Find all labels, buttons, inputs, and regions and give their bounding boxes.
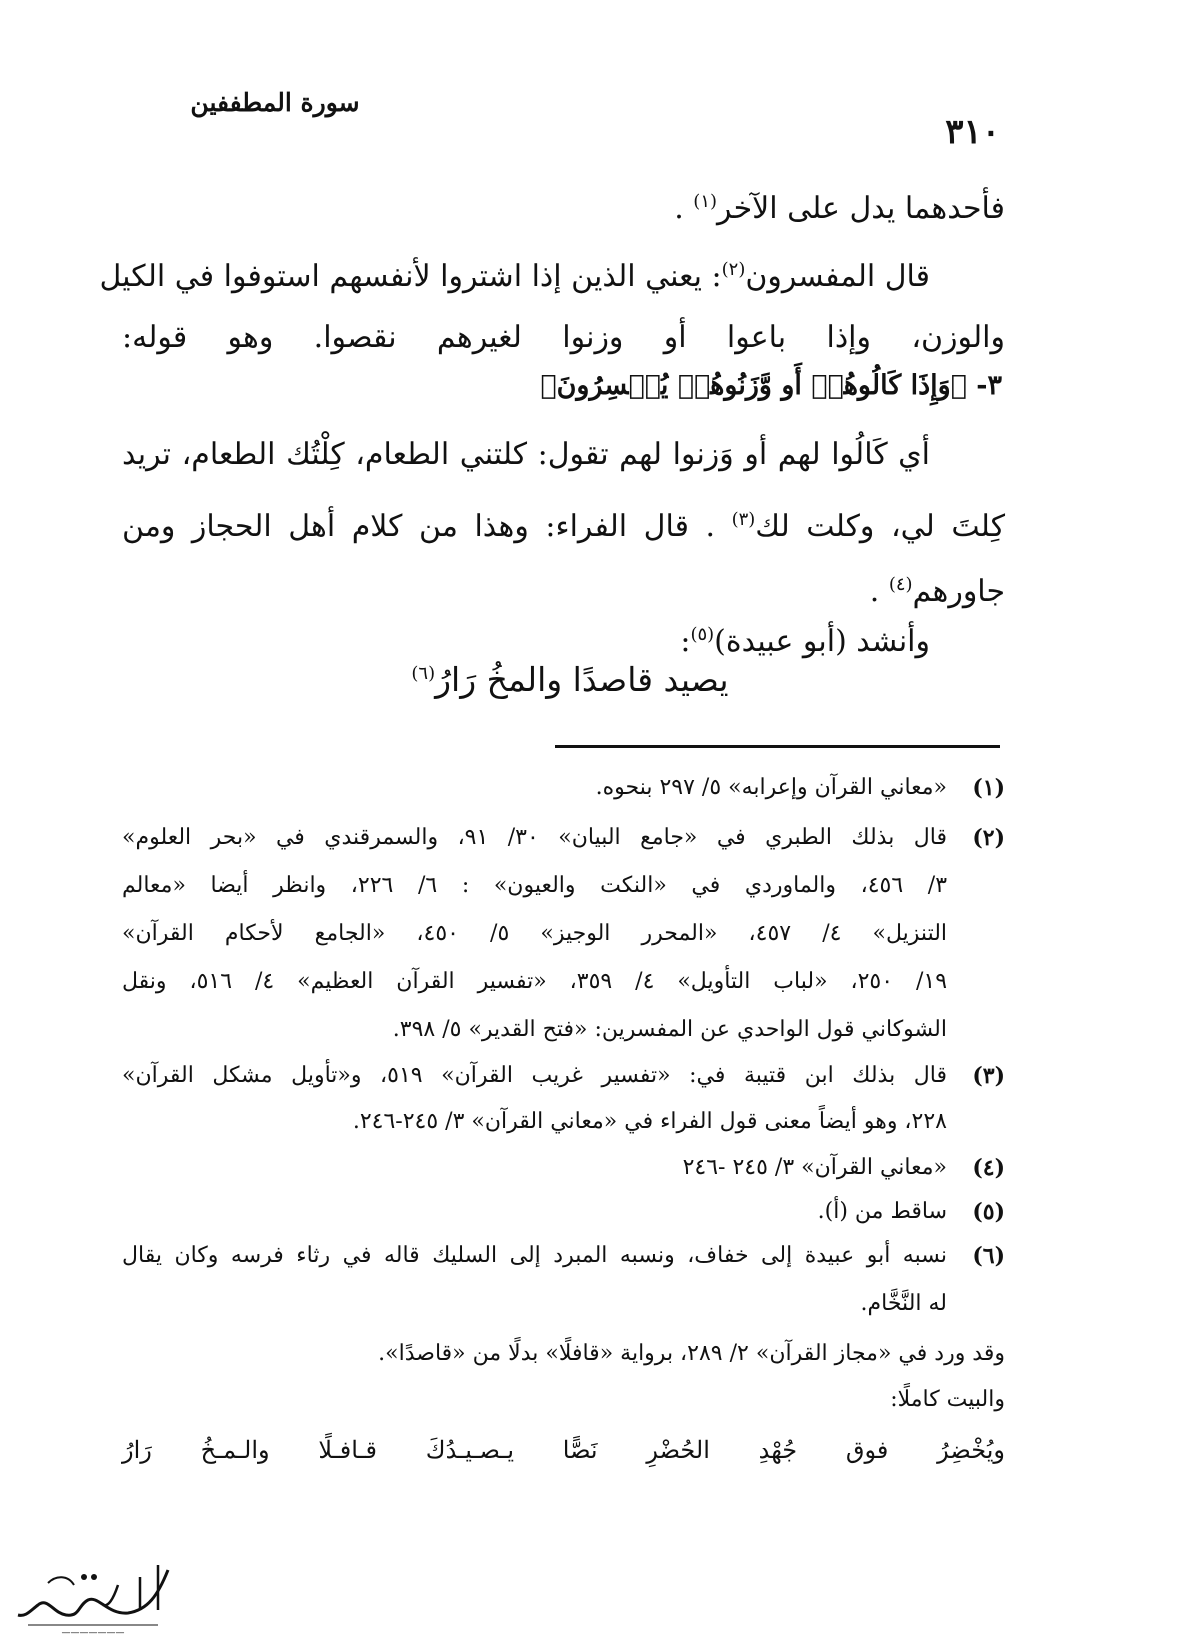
body-line-2 [99, 240, 930, 307]
footnote-number: (١) [972, 775, 1005, 801]
body-text: . قال الفراء: وهذا من كلام أهل الحجاز ومن [122, 509, 732, 544]
footnote-number: (٤) [972, 1155, 1005, 1181]
body-line-3: والوزن، وإذا باعوا أو وزنوا لغيرهم نقصوا. وهو قوله: [122, 320, 1005, 355]
body-text: فأحدهما يدل على الآخر [717, 191, 1005, 226]
footnote-2-line-4: ١٩/ ٢٥٠، «لباب التأويل» ٤/ ٣٥٩، «تفسير القرآن العظيم» ٤/ ٥١٦، ونقل [122, 969, 948, 994]
body-text: قال المفسرون [745, 259, 930, 294]
body-line-4: أي كَالُوا لهم أو وَزنوا لهم تقول: كلتني الطعام، كِلْتُك الطعام، تريد [122, 437, 930, 472]
footnote-4 [0, 1148, 1185, 1188]
body-text: : يعني الذين إذا اشتروا لأنفسهم استوفوا في الكيل [99, 259, 722, 294]
body-text: جاورهم [912, 574, 1005, 609]
surah-title: سورة المطففين [190, 88, 360, 117]
footnote-ref: (٣) [731, 509, 756, 530]
footnote-2-line-5: الشوكاني قول الواحدي عن المفسرين: «فتح القدير» ٥/ ٣٩٨. [392, 1017, 947, 1042]
body-text: وأنشد (أبو عبيدة) [714, 624, 930, 659]
footnote-number: (٦) [972, 1243, 1005, 1269]
footnote-6-verse: ويُخْضِرُ فوق جُهْدِ الحُضْرِ نَصًّا يـصـيـدُكَ قـافـلًا والـمـخُ رَارُ [122, 1436, 1005, 1464]
svg-text:———————: ——————— [61, 1628, 125, 1637]
footnote-2 [0, 818, 1185, 858]
footnote-2-line-2: ٣/ ٤٥٦، والماوردي في «النكت والعيون» : ٦/ ٢٢٦، وانظر أيضا «معالم [122, 873, 948, 898]
footnote-text: ساقط من (أ). [817, 1199, 947, 1224]
body-line-1 [122, 172, 1005, 239]
publisher-logo [8, 1555, 178, 1637]
verse-number: ٣- [976, 370, 1002, 401]
footnote-ref: (١) [693, 191, 718, 212]
footnote-6-line-3: وقد ورد في «مجاز القرآن» ٢/ ٢٨٩، برواية «قافلًا» بدلًا من «قاصدًا». [378, 1341, 1005, 1366]
footnote-text: «معاني القرآن وإعرابه» ٥/ ٢٩٧ بنحوه. [595, 775, 947, 800]
poem-text: يصيد قاصدًا والمخُ رَارُ [435, 660, 729, 699]
footnote-3-line-2: ٢٢٨، وهو أيضاً معنى قول الفراء في «معاني القرآن» ٣/ ٢٤٥-٢٤٦. [352, 1109, 947, 1134]
quran-verse [540, 370, 1002, 401]
body-text: : [680, 624, 691, 659]
footnote-ref: (٦) [411, 663, 436, 684]
footnote-number: (٣) [972, 1063, 1005, 1089]
footnote-separator [555, 745, 1000, 748]
footnote-6-line-2: له النَّخَّام. [860, 1291, 947, 1316]
footnote-text: قال بذلك ابن قتيبة في: «تفسير غريب القرآن» ٥١٩، و«تأويل مشكل القرآن» [122, 1063, 947, 1088]
footnote-6 [0, 1236, 1185, 1276]
footnote-ref: (٥) [690, 624, 715, 645]
footnote-text: «معاني القرآن» ٣/ ٢٤٥ -٢٤٦ [682, 1155, 947, 1180]
footnote-number: (٥) [972, 1199, 1005, 1225]
footnote-5 [0, 1192, 1185, 1232]
verse-text: ﴿وَإِذَا كَالُوهُمۡ أَو وَّزَنُوهُمۡ يُخۡسِرُونَ﴾ [540, 370, 967, 401]
footnote-2-line-3: التنزيل» ٤/ ٤٥٧، «المحرر الوجيز» ٥/ ٤٥٠، «الجامع لأحكام القرآن» [122, 921, 948, 946]
body-line-5 [122, 490, 1005, 557]
footnote-ref: (٤) [888, 574, 913, 595]
body-text: كِلتَ لي، وكلت لك [755, 509, 1005, 544]
footnote-1 [0, 768, 1185, 808]
body-text: . [869, 574, 889, 609]
footnote-text: قال بذلك الطبري في «جامع البيان» ٣٠/ ٩١، والسمرقندي في «بحر العلوم» [122, 825, 947, 850]
footnote-6-line-4: والبيت كاملًا: [890, 1387, 1005, 1412]
footnote-ref: (٢) [721, 259, 746, 280]
body-text: . [674, 191, 694, 226]
poem-verse [400, 660, 740, 699]
footnote-3 [0, 1056, 1185, 1096]
footnote-number: (٢) [972, 825, 1005, 851]
footnote-text: نسبه أبو عبيدة إلى خفاف، ونسبه المبرد إلى السليك قاله في رثاء فرسه وكان يقال [122, 1243, 947, 1268]
page-number: ٣١٠ [945, 112, 1000, 152]
